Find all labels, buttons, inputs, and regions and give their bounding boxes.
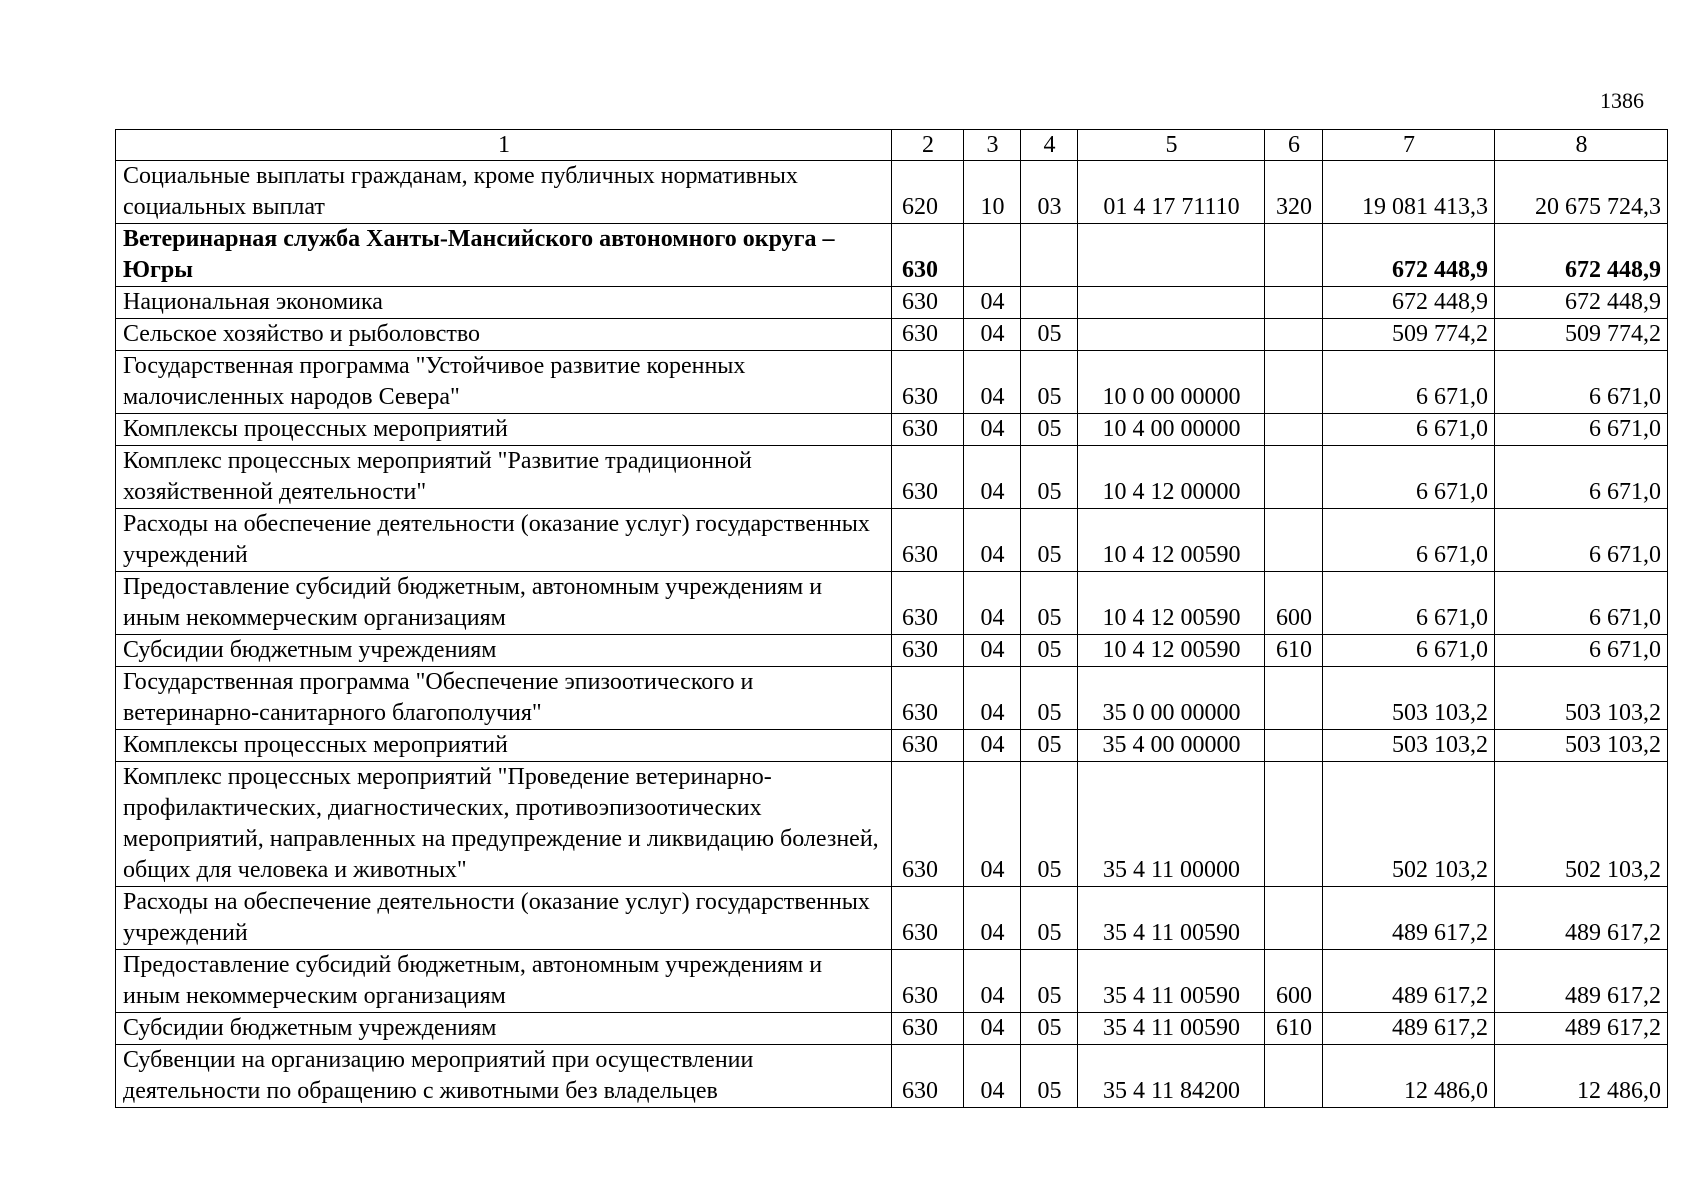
- row-cell-col-2: 630: [892, 319, 964, 351]
- row-cell-col-7: 6 671,0: [1323, 509, 1495, 572]
- row-cell-col-3: 10: [964, 161, 1021, 224]
- row-cell-col-5: 01 4 17 71110: [1078, 161, 1265, 224]
- table-row: [116, 1045, 1668, 1108]
- row-cell-col-3: 04: [964, 950, 1021, 1013]
- row-cell-col-7: 19 081 413,3: [1323, 161, 1495, 224]
- table-row: [116, 161, 1668, 224]
- header-cell-col-2: 2: [892, 130, 964, 161]
- row-cell-col-4: 03: [1021, 161, 1078, 224]
- row-cell-col-6: [1265, 414, 1323, 446]
- header-cell-col-8: 8: [1495, 130, 1668, 161]
- table-row: [116, 730, 1668, 762]
- row-cell-col-4: 05: [1021, 730, 1078, 762]
- budget-table: [115, 129, 1668, 1108]
- header-row: [116, 130, 1668, 161]
- row-cell-col-5: 10 0 00 00000: [1078, 351, 1265, 414]
- row-cell-col-5: 10 4 12 00590: [1078, 509, 1265, 572]
- row-cell-col-5: 10 4 12 00590: [1078, 572, 1265, 635]
- row-description: Субвенции на организацию мероприятий при осуществлении деятельности по обращению с животными без владельцев: [116, 1045, 892, 1108]
- row-cell-col-8: 509 774,2: [1495, 319, 1668, 351]
- row-cell-col-8: 20 675 724,3: [1495, 161, 1668, 224]
- row-cell-col-5: 10 4 12 00590: [1078, 635, 1265, 667]
- row-cell-col-4: 05: [1021, 351, 1078, 414]
- row-cell-col-8: 503 103,2: [1495, 730, 1668, 762]
- row-cell-col-6: 600: [1265, 950, 1323, 1013]
- table-row: [116, 224, 1668, 287]
- row-cell-col-4: 05: [1021, 762, 1078, 887]
- row-cell-col-6: [1265, 730, 1323, 762]
- row-cell-col-2: 630: [892, 730, 964, 762]
- row-cell-col-6: 610: [1265, 1013, 1323, 1045]
- row-cell-col-7: 503 103,2: [1323, 730, 1495, 762]
- row-cell-col-8: 489 617,2: [1495, 950, 1668, 1013]
- row-cell-col-3: [964, 224, 1021, 287]
- row-description: Субсидии бюджетным учреждениям: [116, 635, 892, 667]
- table-row: [116, 667, 1668, 730]
- row-cell-col-2: 630: [892, 572, 964, 635]
- row-cell-col-2: 630: [892, 224, 964, 287]
- row-cell-col-5: 10 4 12 00000: [1078, 446, 1265, 509]
- header-cell-col-4: 4: [1021, 130, 1078, 161]
- row-cell-col-3: 04: [964, 509, 1021, 572]
- row-description: Комплексы процессных мероприятий: [116, 730, 892, 762]
- table-row: [116, 414, 1668, 446]
- row-cell-col-7: 502 103,2: [1323, 762, 1495, 887]
- row-cell-col-5: [1078, 287, 1265, 319]
- table-row: [116, 446, 1668, 509]
- row-cell-col-5: 35 4 00 00000: [1078, 730, 1265, 762]
- header-cell-col-5: 5: [1078, 130, 1265, 161]
- header-cell-col-7: 7: [1323, 130, 1495, 161]
- row-cell-col-4: 05: [1021, 509, 1078, 572]
- header-cell-col-3: 3: [964, 130, 1021, 161]
- row-cell-col-8: 672 448,9: [1495, 287, 1668, 319]
- row-cell-col-6: 600: [1265, 572, 1323, 635]
- header-cell-col-6: 6: [1265, 130, 1323, 161]
- row-cell-col-6: [1265, 224, 1323, 287]
- row-description: Социальные выплаты гражданам, кроме публичных нормативных социальных выплат: [116, 161, 892, 224]
- row-cell-col-2: 630: [892, 414, 964, 446]
- row-cell-col-2: 630: [892, 287, 964, 319]
- row-cell-col-3: 04: [964, 635, 1021, 667]
- row-cell-col-2: 630: [892, 1045, 964, 1108]
- row-cell-col-3: 04: [964, 414, 1021, 446]
- table-row: [116, 572, 1668, 635]
- row-cell-col-4: 05: [1021, 572, 1078, 635]
- row-cell-col-2: 630: [892, 950, 964, 1013]
- row-cell-col-5: 35 4 11 00590: [1078, 887, 1265, 950]
- row-cell-col-6: [1265, 287, 1323, 319]
- row-cell-col-7: 672 448,9: [1323, 287, 1495, 319]
- row-cell-col-4: 05: [1021, 950, 1078, 1013]
- row-cell-col-3: 04: [964, 319, 1021, 351]
- table-header: [116, 130, 1668, 161]
- row-cell-col-7: 6 671,0: [1323, 414, 1495, 446]
- row-cell-col-4: 05: [1021, 887, 1078, 950]
- row-description: Предоставление субсидий бюджетным, автономным учреждениям и иным некоммерческим организациям: [116, 950, 892, 1013]
- row-cell-col-7: 672 448,9: [1323, 224, 1495, 287]
- row-cell-col-6: [1265, 1045, 1323, 1108]
- row-cell-col-7: 503 103,2: [1323, 667, 1495, 730]
- table-row: [116, 1013, 1668, 1045]
- row-cell-col-5: [1078, 224, 1265, 287]
- row-cell-col-7: 6 671,0: [1323, 572, 1495, 635]
- row-cell-col-3: 04: [964, 667, 1021, 730]
- row-cell-col-6: [1265, 762, 1323, 887]
- row-cell-col-8: 6 671,0: [1495, 446, 1668, 509]
- row-cell-col-6: [1265, 509, 1323, 572]
- header-cell-col-1: 1: [116, 130, 892, 161]
- row-cell-col-3: 04: [964, 446, 1021, 509]
- row-cell-col-8: 6 671,0: [1495, 509, 1668, 572]
- row-description: Сельское хозяйство и рыболовство: [116, 319, 892, 351]
- row-description: Предоставление субсидий бюджетным, автономным учреждениям и иным некоммерческим организациям: [116, 572, 892, 635]
- table-row: [116, 887, 1668, 950]
- row-cell-col-3: 04: [964, 1045, 1021, 1108]
- row-cell-col-4: 05: [1021, 446, 1078, 509]
- table-row: [116, 762, 1668, 887]
- row-description: Государственная программа "Устойчивое развитие коренных малочисленных народов Севера": [116, 351, 892, 414]
- row-cell-col-2: 630: [892, 762, 964, 887]
- page-number: 1386: [1600, 88, 1644, 113]
- row-cell-col-3: 04: [964, 887, 1021, 950]
- row-cell-col-4: [1021, 224, 1078, 287]
- row-cell-col-5: 35 4 11 00590: [1078, 950, 1265, 1013]
- row-cell-col-3: 04: [964, 287, 1021, 319]
- row-cell-col-3: 04: [964, 572, 1021, 635]
- table-row: [116, 319, 1668, 351]
- row-cell-col-4: 05: [1021, 1013, 1078, 1045]
- row-cell-col-4: 05: [1021, 319, 1078, 351]
- row-cell-col-7: 489 617,2: [1323, 887, 1495, 950]
- row-description: Субсидии бюджетным учреждениям: [116, 1013, 892, 1045]
- row-cell-col-8: 6 671,0: [1495, 351, 1668, 414]
- row-cell-col-4: [1021, 287, 1078, 319]
- row-cell-col-6: [1265, 446, 1323, 509]
- row-cell-col-5: 35 0 00 00000: [1078, 667, 1265, 730]
- row-cell-col-6: [1265, 887, 1323, 950]
- row-cell-col-6: [1265, 667, 1323, 730]
- row-cell-col-3: 04: [964, 351, 1021, 414]
- row-cell-col-2: 630: [892, 1013, 964, 1045]
- row-cell-col-2: 630: [892, 351, 964, 414]
- row-cell-col-2: 630: [892, 887, 964, 950]
- row-description: Расходы на обеспечение деятельности (оказание услуг) государственных учреждений: [116, 509, 892, 572]
- table-body: [116, 161, 1668, 1108]
- row-cell-col-7: 12 486,0: [1323, 1045, 1495, 1108]
- row-cell-col-5: 35 4 11 00000: [1078, 762, 1265, 887]
- row-cell-col-8: 489 617,2: [1495, 1013, 1668, 1045]
- row-cell-col-2: 630: [892, 635, 964, 667]
- table-row: [116, 287, 1668, 319]
- row-description: Расходы на обеспечение деятельности (оказание услуг) государственных учреждений: [116, 887, 892, 950]
- row-cell-col-2: 630: [892, 446, 964, 509]
- row-cell-col-7: 6 671,0: [1323, 446, 1495, 509]
- row-description: Ветеринарная служба Ханты-Мансийского автономного округа – Югры: [116, 224, 892, 287]
- row-description: Комплексы процессных мероприятий: [116, 414, 892, 446]
- row-cell-col-3: 04: [964, 1013, 1021, 1045]
- row-cell-col-4: 05: [1021, 414, 1078, 446]
- table-row: [116, 509, 1668, 572]
- row-cell-col-5: 35 4 11 00590: [1078, 1013, 1265, 1045]
- row-cell-col-7: 489 617,2: [1323, 950, 1495, 1013]
- row-cell-col-8: 6 671,0: [1495, 572, 1668, 635]
- row-cell-col-7: 509 774,2: [1323, 319, 1495, 351]
- row-cell-col-2: 620: [892, 161, 964, 224]
- row-cell-col-8: 502 103,2: [1495, 762, 1668, 887]
- row-description: Национальная экономика: [116, 287, 892, 319]
- row-cell-col-4: 05: [1021, 667, 1078, 730]
- row-cell-col-5: 35 4 11 84200: [1078, 1045, 1265, 1108]
- row-cell-col-2: 630: [892, 509, 964, 572]
- row-description: Комплекс процессных мероприятий "Проведение ветеринарно-профилактических, диагностических, противоэпизоотических мероприятий, направленных на предупреждение и ликвидацию болезней, общих для человека и животных": [116, 762, 892, 887]
- row-cell-col-7: 6 671,0: [1323, 351, 1495, 414]
- row-cell-col-4: 05: [1021, 1045, 1078, 1108]
- row-cell-col-6: [1265, 351, 1323, 414]
- row-cell-col-8: 6 671,0: [1495, 414, 1668, 446]
- table-row: [116, 950, 1668, 1013]
- row-cell-col-2: 630: [892, 667, 964, 730]
- row-cell-col-6: [1265, 319, 1323, 351]
- row-cell-col-7: 6 671,0: [1323, 635, 1495, 667]
- row-cell-col-7: 489 617,2: [1323, 1013, 1495, 1045]
- row-cell-col-3: 04: [964, 730, 1021, 762]
- row-cell-col-6: 610: [1265, 635, 1323, 667]
- row-description: Комплекс процессных мероприятий "Развитие традиционной хозяйственной деятельности": [116, 446, 892, 509]
- table-row: [116, 351, 1668, 414]
- table-row: [116, 635, 1668, 667]
- row-cell-col-6: 320: [1265, 161, 1323, 224]
- row-cell-col-4: 05: [1021, 635, 1078, 667]
- row-cell-col-8: 672 448,9: [1495, 224, 1668, 287]
- row-description: Государственная программа "Обеспечение эпизоотического и ветеринарно-санитарного благополучия": [116, 667, 892, 730]
- row-cell-col-3: 04: [964, 762, 1021, 887]
- row-cell-col-8: 6 671,0: [1495, 635, 1668, 667]
- row-cell-col-5: 10 4 00 00000: [1078, 414, 1265, 446]
- row-cell-col-8: 489 617,2: [1495, 887, 1668, 950]
- row-cell-col-8: 12 486,0: [1495, 1045, 1668, 1108]
- row-cell-col-5: [1078, 319, 1265, 351]
- row-cell-col-8: 503 103,2: [1495, 667, 1668, 730]
